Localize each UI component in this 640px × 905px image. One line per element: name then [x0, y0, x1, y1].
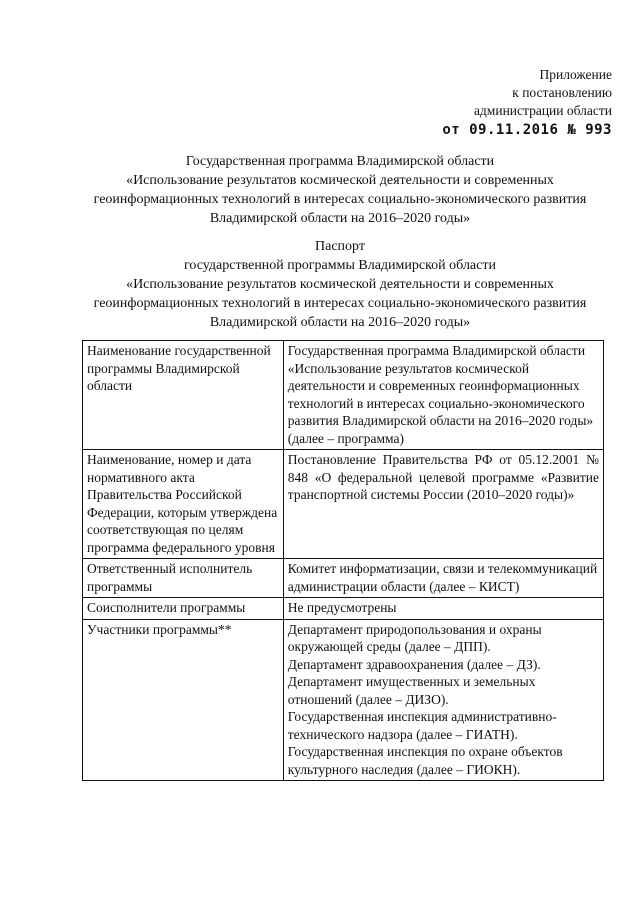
program-title-line-4: Владимирской области на 2016–2020 годы»: [209, 211, 471, 226]
program-title-line-2: «Использование результатов космической деятельности и современных: [126, 173, 554, 188]
participant-item: Государственная инспекция по охране объектов культурного наследия (далее – ГИОКН).: [287, 744, 563, 777]
row-label: Участники программы**: [83, 619, 284, 781]
table-row: [83, 450, 604, 559]
appendix-line-1: Приложение: [539, 67, 612, 82]
row-label: Наименование, номер и дата нормативного акта Правительства Российской Федерации, которым утверждена соответствующая по целям программа федерального уровня: [83, 450, 284, 559]
program-title-line-1: Государственная программа Владимирской области: [185, 154, 495, 169]
passport-title-line-3: «Использование результатов космической деятельности и современных: [126, 277, 554, 292]
program-title-line-3: геоинформационных технологий в интересах социально-экономического развития: [93, 192, 587, 207]
passport-title-line-2: государственной программы Владимирской области: [184, 258, 496, 273]
table-row: [83, 598, 604, 620]
passport-table: [82, 340, 604, 781]
participant-item: Департамент природопользования и охраны окружающей среды (далее – ДПП).: [287, 621, 542, 654]
row-value: Не предусмотрены: [283, 598, 603, 620]
appendix-header: [442, 66, 612, 139]
appendix-line-2: к постановлению: [512, 85, 612, 100]
table-row: [83, 341, 604, 450]
participant-item: Государственная инспекция административно-технического надзора (далее – ГИАТН).: [287, 709, 557, 742]
passport-title-line-1: Паспорт: [315, 239, 365, 254]
row-label: Ответственный исполнитель программы: [83, 559, 284, 598]
appendix-line-3: администрации области: [473, 103, 612, 118]
row-value: Постановление Правительства РФ от 05.12.2001 № 848 «О федеральной целевой программе «Развитие транспортной системы России (2010–2020 годы)»: [283, 450, 603, 559]
row-label: Соисполнители программы: [83, 598, 284, 620]
row-value: Государственная программа Владимирской области «Использование результатов космической деятельности и современных геоинформационных технологий в интересах социально-экономического развития Владимирской области на 2016–2020 годы» (далее – программа): [283, 341, 603, 450]
program-title: [60, 152, 620, 228]
row-label: Наименование государственной программы Владимирской области: [83, 341, 284, 450]
passport-title-line-5: Владимирской области на 2016–2020 годы»: [209, 315, 471, 330]
participant-item: Департамент здравоохранения (далее – ДЗ).: [287, 656, 541, 672]
passport-title-line-4: геоинформационных технологий в интересах социально-экономического развития: [93, 296, 587, 311]
participant-item: Департамент имущественных и земельных отношений (далее – ДИЗО).: [287, 674, 536, 707]
table-row: [83, 559, 604, 598]
passport-title: [60, 237, 620, 332]
row-value: [283, 619, 603, 781]
row-value: Комитет информатизации, связи и телекоммуникаций администрации области (далее – КИСТ): [283, 559, 603, 598]
table-row: [83, 619, 604, 781]
decree-date-number: от 09.11.2016 № 993: [442, 122, 612, 138]
